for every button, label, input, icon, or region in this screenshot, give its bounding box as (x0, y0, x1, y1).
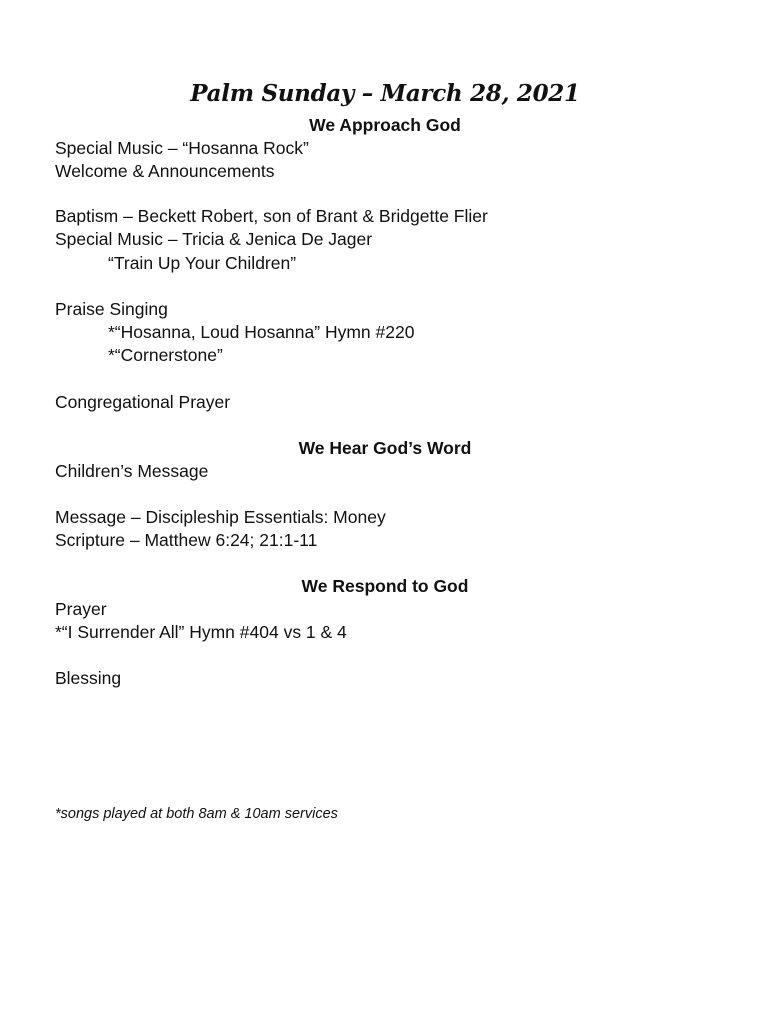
order-item: Special Music – “Hosanna Rock” (55, 138, 309, 158)
order-item: Praise Singing (55, 299, 168, 319)
footnote: *songs played at both 8am & 10am services (55, 806, 338, 822)
order-item: Baptism – Beckett Robert, son of Brant & Bridgette Flier (55, 206, 488, 226)
order-item: Message – Discipleship Essentials: Money (55, 507, 386, 527)
section-heading-hear: We Hear God’s Word (298, 438, 472, 458)
order-item: Children’s Message (55, 461, 209, 481)
order-subitem: “Train Up Your Children” (108, 253, 297, 273)
order-item: Scripture – Matthew 6:24; 21:1-11 (55, 530, 318, 550)
order-item: Prayer (55, 599, 107, 619)
order-item: Blessing (55, 668, 122, 688)
section-heading-respond: We Respond to God (301, 576, 469, 596)
order-subitem: *“Cornerstone” (108, 345, 223, 365)
order-item: Congregational Prayer (55, 392, 231, 412)
section-heading-approach: We Approach God (309, 115, 461, 135)
order-item: Welcome & Announcements (55, 161, 275, 181)
page-title: Palm Sunday – March 28, 2021 (190, 80, 580, 107)
order-item: Special Music – Tricia & Jenica De Jager (55, 229, 373, 249)
order-item: *“I Surrender All” Hymn #404 vs 1 & 4 (55, 622, 347, 642)
order-subitem: *“Hosanna, Loud Hosanna” Hymn #220 (108, 322, 415, 342)
